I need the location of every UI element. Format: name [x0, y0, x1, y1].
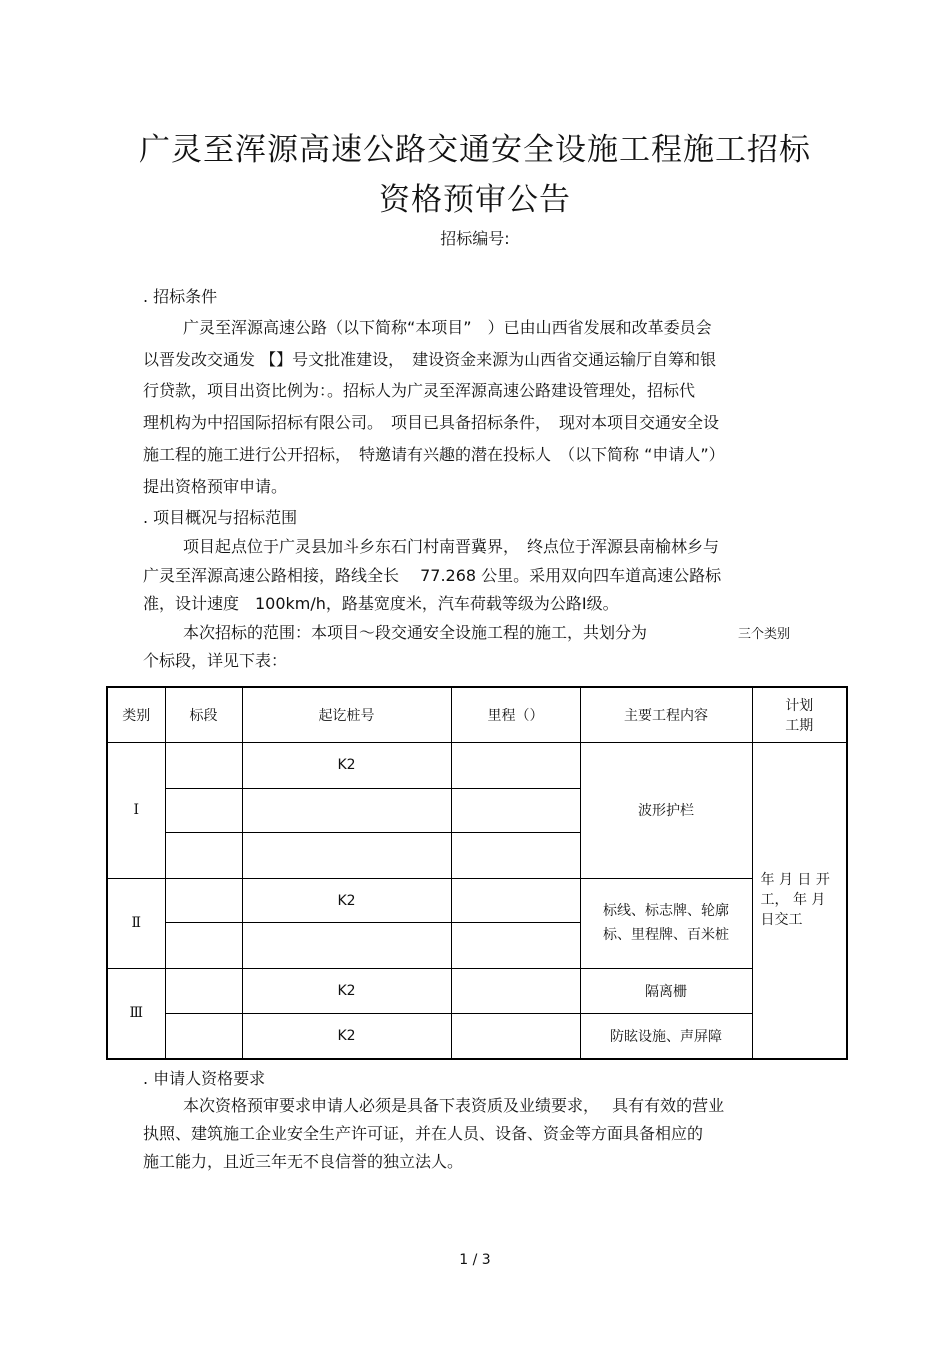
table-row: [107, 968, 847, 1013]
station-cell: K2: [242, 1013, 451, 1059]
station-cell: K2: [242, 968, 451, 1013]
document-title-line1: 广灵至浑源高速公路交通安全设施工程施工招标: [139, 132, 811, 168]
page-number: 1 / 3: [459, 1252, 491, 1268]
header-lot: 标段: [165, 687, 242, 742]
mileage-cell: [451, 922, 580, 968]
work-content-line: 标线、标志牌、轮廓: [603, 903, 729, 919]
work-content-cell: 波形护栏: [580, 742, 752, 878]
section-2-line: 准，设计速度 100km/h，路基宽度米，汽车荷载等级为公路Ⅰ级。: [143, 594, 619, 613]
lot-cell: [165, 742, 242, 788]
header-schedule: [752, 687, 847, 742]
lot-cell: [165, 968, 242, 1013]
schedule-line: 工， 年 月: [760, 892, 826, 909]
section-3-line: 本次资格预审要求申请人必须是具备下表资质及业绩要求， 具有有效的营业: [183, 1096, 725, 1115]
bid-lots-table: [106, 686, 848, 1060]
section-1-line: 施工程的施工进行公开招标， 特邀请有兴趣的潜在投标人 （以下简称 “申请人”）: [143, 445, 725, 464]
category-cell: Ⅲ: [107, 968, 165, 1059]
table-row: [107, 742, 847, 788]
section-2-line: 个标段，详见下表：: [143, 651, 288, 670]
schedule-line: 日交工: [760, 912, 803, 929]
mileage-cell: [451, 788, 580, 832]
mileage-cell: [451, 1013, 580, 1059]
table-row: [107, 878, 847, 922]
table-row: [107, 1013, 847, 1059]
schedule-cell: [752, 742, 847, 1059]
header-schedule-line2: 工期: [785, 717, 814, 734]
lot-cell: [165, 922, 242, 968]
category-cell: Ⅱ: [107, 878, 165, 968]
station-cell: [242, 788, 451, 832]
station-cell: K2: [242, 742, 451, 788]
table-header-row: [107, 687, 847, 742]
header-schedule-line1: 计划: [785, 697, 814, 714]
section-2-line: 本次招标的范围：本项目～段交通安全设施工程的施工，共划分为: [183, 623, 648, 642]
category-cell: Ⅰ: [107, 742, 165, 878]
section-2-line: 广灵至浑源高速公路相接，路线全长 77.268 公里。采用双向四车道高速公路标: [143, 566, 722, 585]
section-1-line: 理机构为中招国际招标有限公司。 项目已具备招标条件， 现对本项目交通安全设: [143, 413, 720, 432]
mileage-cell: [451, 968, 580, 1013]
section-2-line: 项目起点位于广灵县加斗乡东石门村南晋冀界， 终点位于浑源县南榆林乡与: [183, 537, 720, 556]
document-title-line2: 资格预审公告: [379, 182, 571, 218]
work-content-line: 标、里程牌、百米桩: [603, 927, 729, 943]
station-cell: [242, 832, 451, 878]
station-cell: [242, 922, 451, 968]
header-station-range: 起讫桩号: [242, 687, 451, 742]
bid-number: 招标编号:: [440, 229, 510, 248]
schedule-line: 年 月 日 开: [760, 872, 830, 889]
section-3-line: 执照、建筑施工企业安全生产许可证，并在人员、设备、资金等方面具备相应的: [143, 1124, 704, 1143]
section-1-line: 行贷款，项目出资比例为：。招标人为广灵至浑源高速公路建设管理处，招标代: [143, 381, 696, 400]
header-mileage: 里程（）: [451, 687, 580, 742]
work-content-cell: 隔离栅: [580, 968, 752, 1013]
section-1-line: 以晋发改交通发 【】号文批准建设， 建设资金来源为山西省交通运输厅自筹和银: [143, 350, 717, 369]
section-3-line: 施工能力，且近三年无不良信誉的独立法人。: [143, 1152, 464, 1171]
mileage-cell: [451, 832, 580, 878]
mileage-cell: [451, 878, 580, 922]
header-category: 类别: [107, 687, 165, 742]
work-content-cell: [580, 878, 752, 968]
lot-cell: [165, 788, 242, 832]
section-2-heading: . 项目概况与招标范围: [143, 508, 298, 527]
section-2-small-note: 三个类别: [738, 627, 791, 642]
section-1-line: 提出资格预审申请。: [143, 477, 288, 496]
lot-cell: [165, 878, 242, 922]
station-cell: K2: [242, 878, 451, 922]
lot-cell: [165, 1013, 242, 1059]
section-3-heading: . 申请人资格要求: [143, 1069, 266, 1088]
mileage-cell: [451, 742, 580, 788]
header-main-work: 主要工程内容: [580, 687, 752, 742]
section-1-line: 广灵至浑源高速公路（以下简称“本项目” ）已由山西省发展和改革委员会: [183, 318, 712, 337]
lot-cell: [165, 832, 242, 878]
section-1-heading: . 招标条件: [143, 287, 218, 306]
work-content-cell: 防眩设施、声屏障: [580, 1013, 752, 1059]
